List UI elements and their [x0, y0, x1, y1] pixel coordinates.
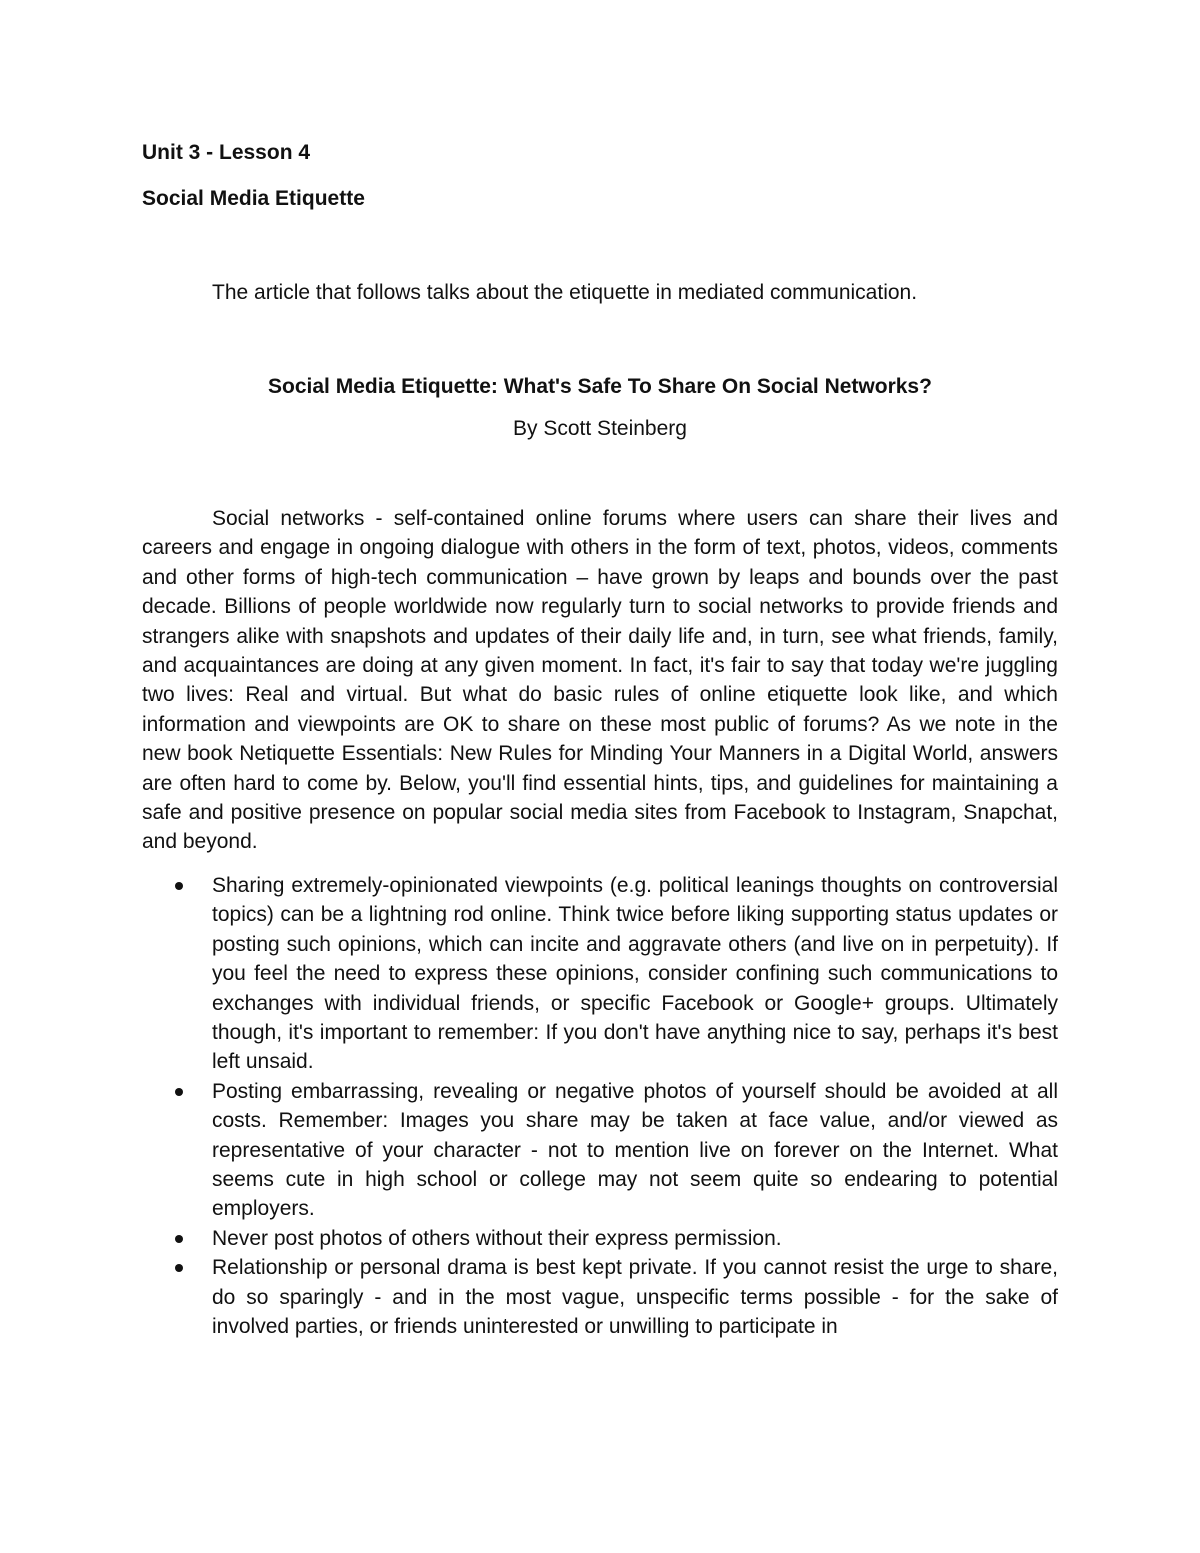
unit-heading: Unit 3 - Lesson 4 — [142, 141, 311, 164]
list-item — [142, 871, 1058, 1077]
list-item — [142, 1253, 1058, 1341]
intro-text: The article that follows talks about the etiquette in mediated communication. — [212, 281, 918, 304]
bullet-dot-icon — [175, 1088, 183, 1096]
list-item — [142, 1077, 1058, 1224]
article-byline: By Scott Steinberg — [513, 417, 687, 440]
lesson-topic-heading: Social Media Etiquette — [142, 187, 365, 210]
list-item-text: Relationship or personal drama is best kept private. If you cannot resist the urge to share, do so sparingly - and in the most vague, unspecific terms possible - for the sake of involved parties, or friends uninterested or unwilling to participate in — [212, 1256, 1058, 1338]
list-item-text: Posting embarrassing, revealing or negative photos of yourself should be avoided at all costs. Remember: Images you share may be taken at face value, and/or viewed as representative of your character - not to mention live on forever on the Internet. What seems cute in high school or college may not seem quite so endearing to potential employers. — [212, 1079, 1058, 1221]
list-item — [142, 1224, 1058, 1253]
bullet-dot-icon — [175, 882, 183, 890]
document-page — [142, 138, 1058, 1341]
list-item-text: Never post photos of others without their express permission. — [212, 1226, 782, 1250]
article-paragraph: Social networks - self-contained online forums where users can share their lives and careers and engage in ongoing dialogue with others in the form of text, photos, videos, comments and other forms of high-tech communication – have grown by leaps and bounds over the past decade. Billions of people worldwide now regularly turn to social networks to provide friends and strangers alike with snapshots and updates of their daily life and, in turn, see what friends, family, and acquaintances are doing at any given moment. In fact, it's fair to say that today we're juggling two lives: Real and virtual. But what do basic rules of online etiquette look like, and which information and viewpoints are OK to share on these most public of forums? As we note in the new book Netiquette Essentials: New Rules for Minding Your Manners in a Digital World, answers are often hard to come by. Below, you'll find essential hints, tips, and guidelines for maintaining a safe and positive presence on popular social media sites from Facebook to Instagram, Snapchat, and beyond. — [142, 507, 1058, 854]
bullet-dot-icon — [175, 1264, 183, 1272]
list-item-text: Sharing extremely-opinionated viewpoints (e.g. political leanings thoughts on controversial topics) can be a lightning rod online. Think twice before liking supporting status updates or posting such opinions, which can incite and aggravate others (and live on in perpetuity). If you feel the need to express these opinions, consider confining such communications to exchanges with individual friends, or specific Facebook or Google+ groups. Ultimately though, it's important to remember: If you don't have anything nice to say, perhaps it's best left unsaid. — [212, 873, 1058, 1074]
bullet-dot-icon — [175, 1235, 183, 1243]
etiquette-bullet-list — [142, 871, 1058, 1342]
article-title: Social Media Etiquette: What's Safe To Share On Social Networks? — [268, 375, 932, 398]
